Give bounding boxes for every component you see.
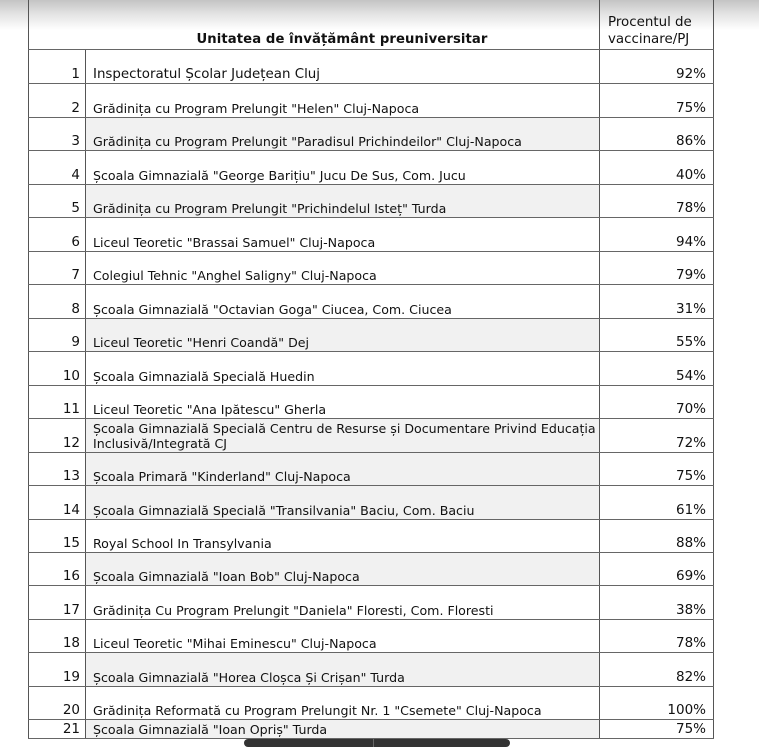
- header-unit: Unitatea de învățământ preuniversitar: [196, 32, 488, 47]
- row-number: 1: [71, 66, 80, 82]
- table-row: [28, 620, 714, 652]
- row-number: 12: [62, 435, 80, 451]
- unit-name-line: Școala Gimnazială "Octavian Goga" Ciucea, Com. Ciucea: [93, 302, 452, 317]
- table-row: [28, 84, 714, 117]
- unit-name-line: Royal School In Transylvania: [93, 536, 272, 551]
- row-number: 8: [71, 301, 80, 317]
- unit-name: [93, 201, 598, 216]
- unit-name: [93, 670, 598, 685]
- vaccination-percent: 38%: [675, 602, 706, 618]
- row-number: 16: [62, 568, 80, 584]
- unit-name-line: Grădinița Cu Program Prelungit "Daniela" Floresti, Com. Floresti: [93, 603, 494, 618]
- row-number: 7: [71, 267, 80, 283]
- table-row: [28, 285, 714, 318]
- unit-name: [93, 722, 598, 737]
- vaccination-percent: 54%: [675, 368, 706, 384]
- table-row: [28, 50, 714, 83]
- table-row: [28, 720, 714, 738]
- unit-name-line: Grădinița Reformată cu Program Prelungit Nr. 1 "Csemete" Cluj-Napoca: [93, 703, 542, 718]
- table-row: [28, 118, 714, 150]
- table-row: [28, 185, 714, 217]
- header-percent: [608, 14, 713, 48]
- row-number: 20: [62, 702, 80, 718]
- row-number: 4: [71, 167, 80, 183]
- unit-name-line: Școala Gimnazială "George Barițiu" Jucu De Sus, Com. Jucu: [93, 168, 466, 183]
- vaccination-percent: 82%: [675, 669, 706, 685]
- vaccination-percent: 78%: [675, 635, 706, 651]
- unit-name-line: Școala Gimnazială Specială Huedin: [93, 369, 315, 384]
- vaccination-percent: 72%: [675, 435, 706, 451]
- unit-name: [93, 469, 598, 484]
- table-row: [28, 653, 714, 686]
- row-number: 6: [71, 234, 80, 250]
- unit-name: [93, 569, 598, 584]
- unit-name-line: Liceul Teoretic "Ana Ipătescu" Gherla: [93, 402, 327, 417]
- unit-name-line: Liceul Teoretic "Mihai Eminescu" Cluj-Napoca: [93, 636, 377, 651]
- vaccination-percent: 70%: [675, 401, 706, 417]
- vaccination-percent: 75%: [675, 100, 706, 116]
- vaccination-percent: 75%: [675, 721, 706, 737]
- unit-name-line: Școala Primară "Kinderland" Cluj-Napoca: [93, 469, 351, 484]
- unit-name-line: Liceul Teoretic "Brassai Samuel" Cluj-Napoca: [93, 235, 376, 250]
- unit-name: [93, 421, 598, 451]
- unit-name-line: Grădinița cu Program Prelungit "Helen" Cluj-Napoca: [93, 101, 420, 116]
- unit-name: [93, 536, 598, 551]
- unit-name-line: Școala Gimnazială "Horea Cloșca Și Crișan" Turda: [93, 670, 405, 685]
- row-number: 10: [62, 368, 80, 384]
- unit-name-line: Grădinița cu Program Prelungit "Paradisul Prichindeilor" Cluj-Napoca: [93, 134, 522, 149]
- table-row: [28, 520, 714, 552]
- table-row: [28, 486, 714, 519]
- vaccination-percent: 100%: [667, 702, 706, 718]
- row-number: 3: [71, 133, 80, 149]
- unit-name-line: Școala Gimnazială "Ioan Bob" Cluj-Napoca: [93, 569, 360, 584]
- unit-name-line: Liceul Teoretic "Henri Coandă" Dej: [93, 335, 310, 350]
- vaccination-percent: 88%: [675, 535, 706, 551]
- row-number: 11: [62, 401, 80, 417]
- unit-name: [93, 101, 598, 116]
- unit-name: [93, 335, 598, 350]
- row-number: 14: [62, 502, 80, 518]
- unit-name: [93, 703, 598, 718]
- vaccination-percent: 55%: [675, 334, 706, 350]
- table-row: [28, 386, 714, 418]
- unit-name: [93, 503, 598, 518]
- vaccination-percent: 94%: [675, 234, 706, 250]
- unit-name: [93, 402, 598, 417]
- unit-name: [93, 134, 598, 149]
- bottom-toolbar[interactable]: [244, 739, 510, 747]
- table-row: [28, 453, 714, 485]
- vaccination-percent: 79%: [675, 267, 706, 283]
- unit-name: [93, 636, 598, 651]
- row-number: 19: [62, 669, 80, 685]
- unit-name: [93, 235, 598, 250]
- table-row: [28, 252, 714, 284]
- row-number: 17: [62, 602, 80, 618]
- header-percent-line2: vaccinare/PJ: [608, 32, 690, 47]
- vaccination-percent: 78%: [675, 200, 706, 216]
- unit-name: [93, 369, 598, 384]
- unit-name-line: Școala Gimnazială "Ioan Opriș" Turda: [93, 722, 328, 737]
- table-row: [28, 553, 714, 585]
- table-row: [28, 687, 714, 719]
- vaccination-percent: 61%: [675, 502, 706, 518]
- unit-name-line: Inclusivă/Integrată CJ: [93, 436, 228, 451]
- vaccination-percent: 69%: [675, 568, 706, 584]
- unit-name-line: Colegiul Tehnic "Anghel Saligny" Cluj-Napoca: [93, 268, 377, 283]
- table-row: [28, 319, 714, 351]
- table-row: [28, 419, 714, 452]
- unit-name: [93, 168, 598, 183]
- unit-name: [93, 302, 598, 317]
- vaccination-percent: 92%: [675, 66, 706, 82]
- row-number: 18: [62, 635, 80, 651]
- vaccination-percent: 75%: [675, 468, 706, 484]
- row-number: 21: [62, 721, 80, 737]
- table-row: [28, 218, 714, 251]
- table-row: [28, 352, 714, 385]
- unit-name-line: Școala Gimnazială Specială Centru de Resurse și Documentare Privind Educația: [93, 421, 596, 436]
- vaccination-percent: 31%: [675, 301, 706, 317]
- row-number: 9: [71, 334, 80, 350]
- table-row: [28, 151, 714, 184]
- row-number: 15: [62, 535, 80, 551]
- unit-name-line: Grădinița cu Program Prelungit "Prichindelul Isteț" Turda: [93, 201, 447, 216]
- row-number: 13: [62, 468, 80, 484]
- row-number: 5: [71, 200, 80, 216]
- unit-name-line: Școala Gimnazială Specială "Transilvania" Baciu, Com. Baciu: [93, 503, 475, 518]
- unit-name-line: Inspectoratul Școlar Județean Cluj: [93, 67, 321, 82]
- toolbar-divider: [373, 739, 374, 747]
- vaccination-percent: 86%: [675, 133, 706, 149]
- vaccination-percent: 40%: [675, 167, 706, 183]
- header-percent-line1: Procentul de: [608, 15, 692, 30]
- table-row: [28, 586, 714, 619]
- row-number: 2: [71, 100, 80, 116]
- unit-name: [93, 603, 598, 618]
- unit-name: [93, 67, 598, 82]
- unit-name: [93, 268, 598, 283]
- vaccination-table: [28, 0, 714, 738]
